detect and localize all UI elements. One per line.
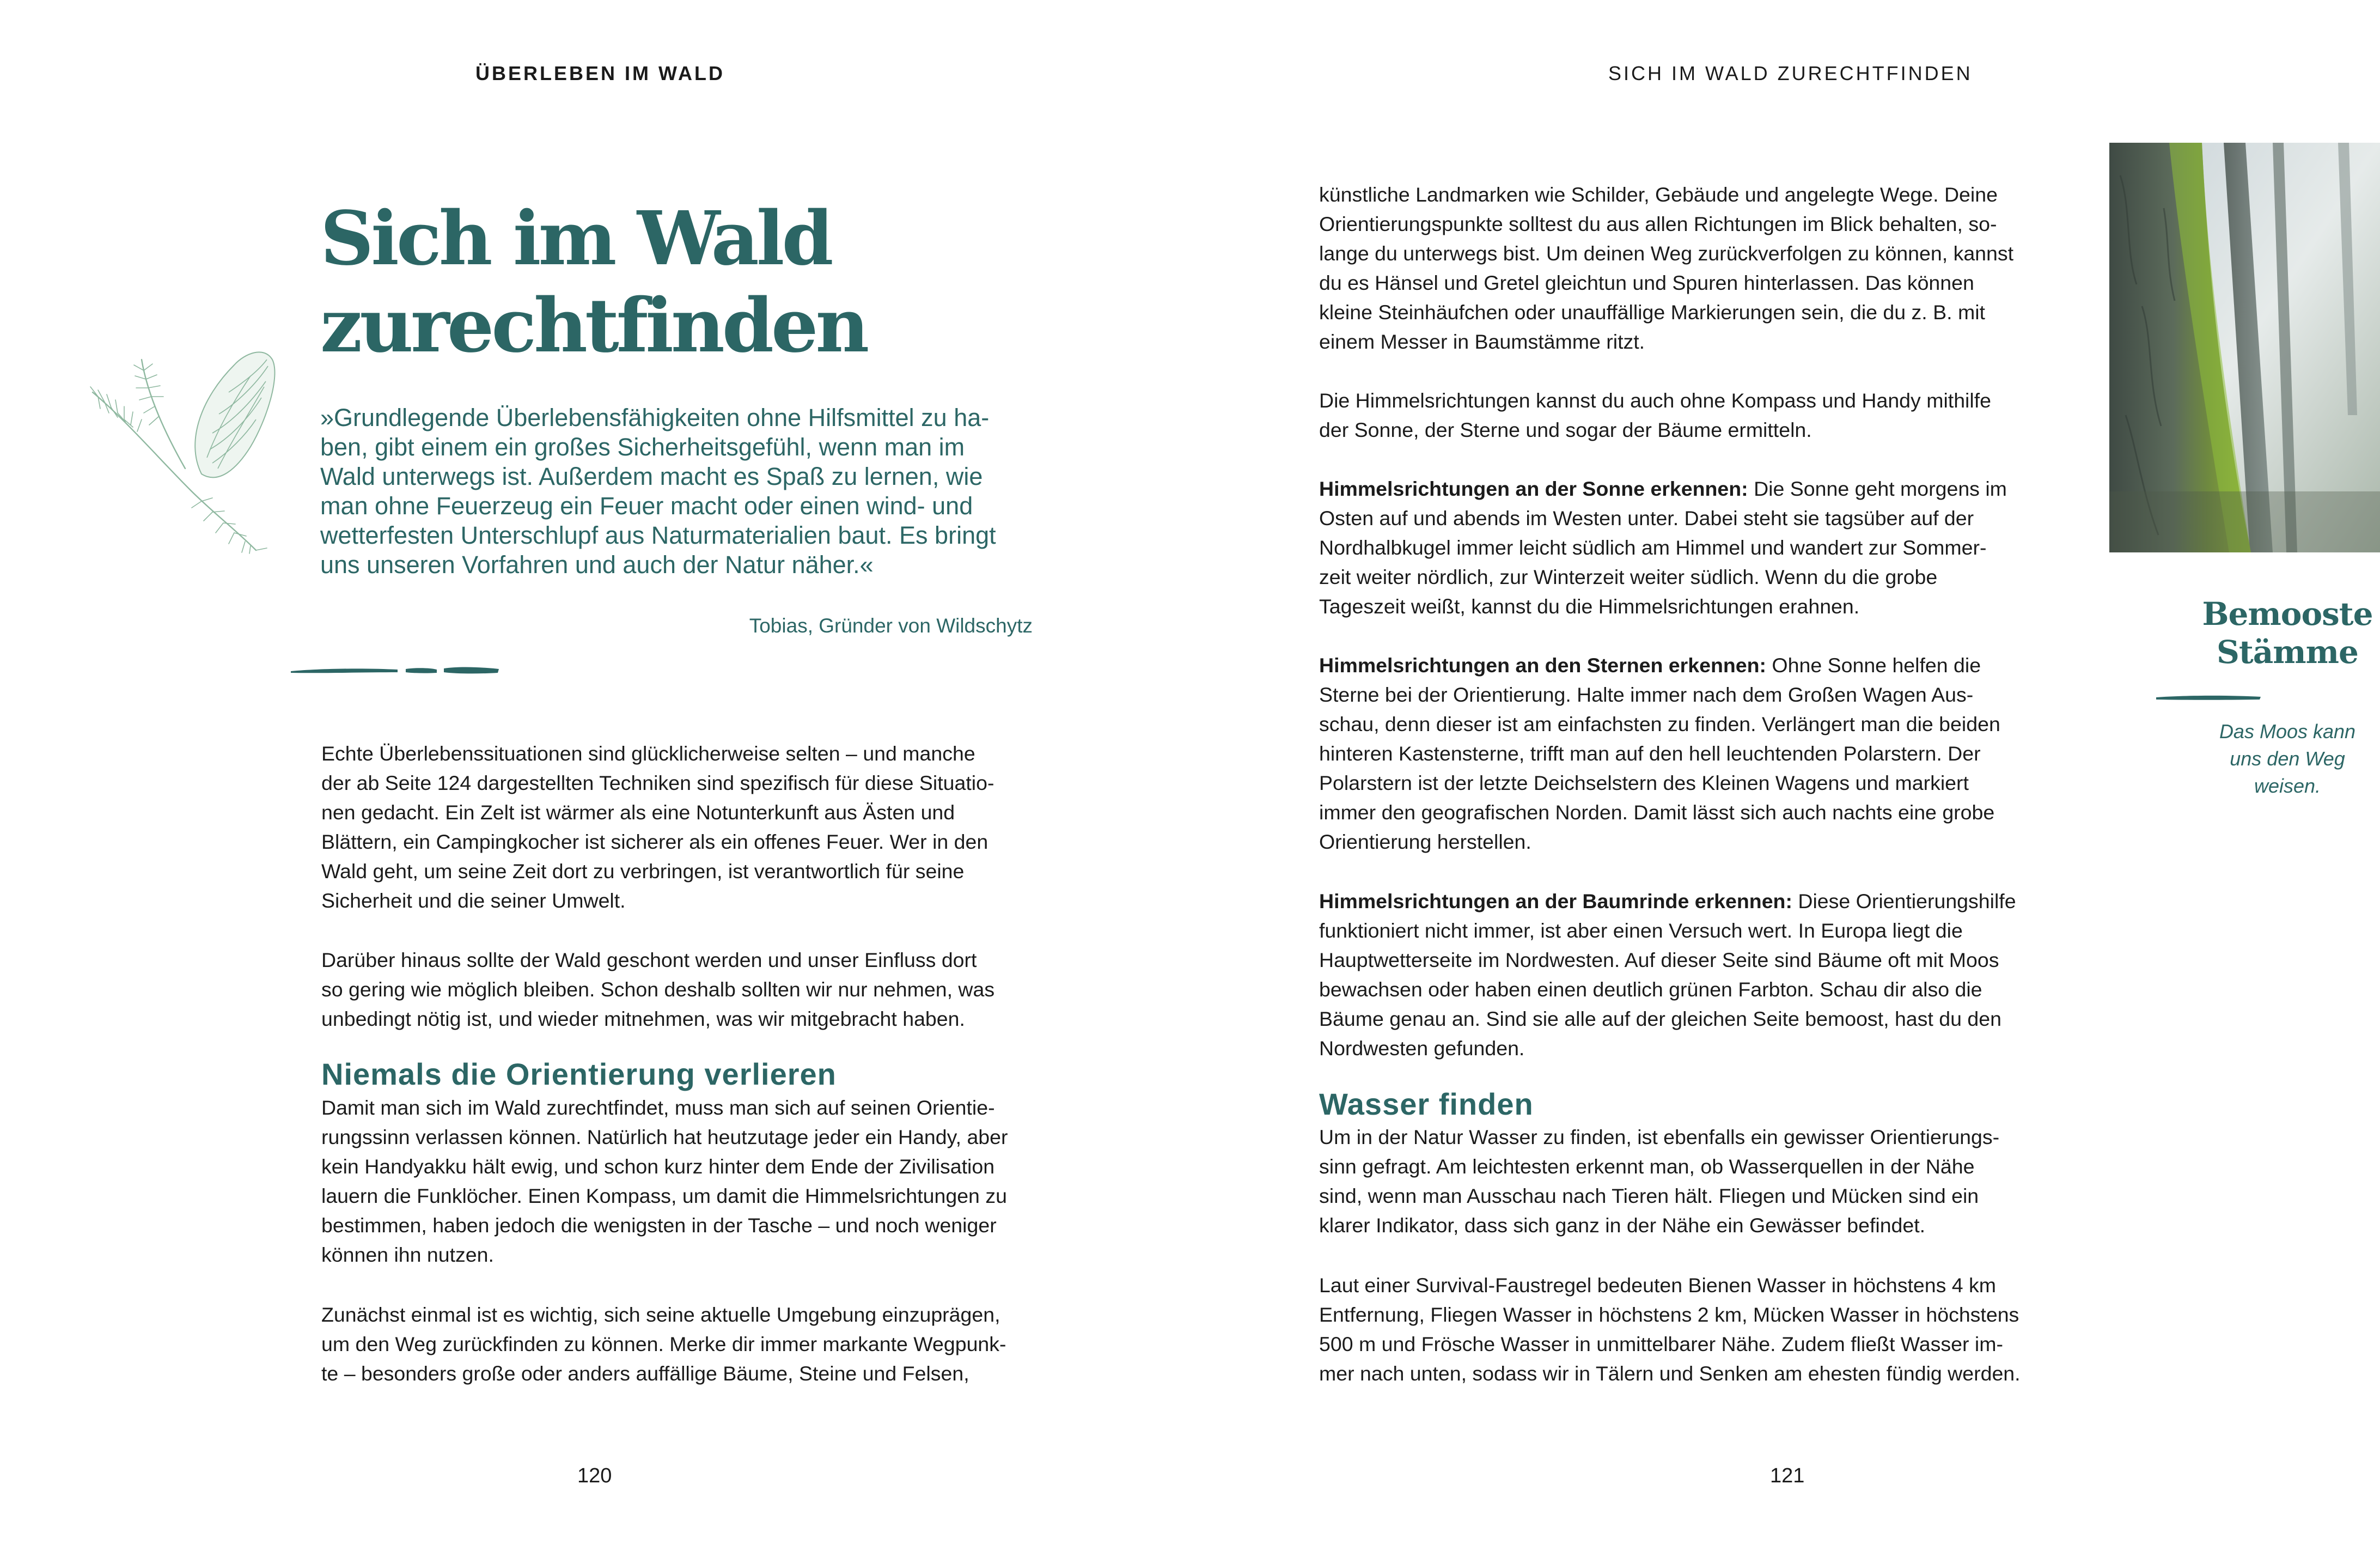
text-line: kleine Steinhäufchen oder unauffällige Markierungen sein, die du z. B. mit (1319, 301, 1985, 324)
text-line: Polarstern ist der letzte Deichselstern des Kleinen Wagens und markiert (1319, 771, 1969, 794)
body-paragraph-sun (1319, 474, 2007, 621)
text-line: Nordhalbkugel immer leicht südlich am Himmel und wandert zur Sommer- (1319, 536, 1987, 559)
quote-line: »Grundlegende Überlebensfähigkeiten ohne Hilfsmittel zu ha- (320, 404, 990, 431)
sidebar-title-line-1: Bemooste (2202, 595, 2373, 632)
text-line: Orientierung herstellen. (1319, 830, 1531, 853)
text-line: Um in der Natur Wasser zu finden, ist ebenfalls ein gewisser Orientierungs- (1319, 1126, 2000, 1148)
text-line: unbedingt nötig ist, und wieder mitnehmen, was wir mitgebracht haben. (321, 1007, 965, 1030)
intro-quote (320, 403, 1039, 580)
text-line: Tageszeit weißt, kannst du die Himmelsrichtungen erahnen. (1319, 595, 1860, 618)
text-line: te – besonders große oder anders auffällige Bäume, Steine und Felsen, (321, 1362, 969, 1385)
brush-stroke-divider (289, 662, 501, 678)
subheading-water: Wasser finden (1319, 1087, 1534, 1121)
running-head-right: SICH IM WALD ZURECHTFINDEN (1608, 62, 1973, 84)
sidebar-title (2089, 595, 2380, 671)
text-line: bestimmen, haben jedoch die wenigsten in der Tasche – und noch weniger (321, 1214, 997, 1237)
text-line: Sterne bei der Orientierung. Halte immer nach dem Großen Wagen Aus- (1319, 683, 1974, 706)
lead-sun: Himmelsrichtungen an der Sonne erkennen: (1319, 477, 1748, 500)
body-paragraph-intro (321, 739, 994, 915)
quote-line: wetterfesten Unterschlupf aus Naturmaterialien baut. Es bringt (320, 521, 996, 549)
body-paragraph-2 (321, 945, 994, 1033)
text-line: mer nach unten, sodass wir in Tälern und Senken am ehesten fündig werden. (1319, 1362, 2021, 1385)
text-line: 500 m und Frösche Wasser in unmittelbarer Nähe. Zudem fließt Wasser im- (1319, 1333, 2003, 1355)
body-paragraph-water-2 (1319, 1270, 2021, 1388)
text-line: du es Hänsel und Gretel gleichtun und Spuren hinterlassen. Das können (1319, 271, 1974, 294)
text-line: rungssinn verlassen können. Natürlich hat heutzutage jeder ein Handy, aber (321, 1126, 1008, 1148)
quote-line: Wald unterwegs ist. Außerdem macht es Spaß zu lernen, wie (320, 463, 983, 490)
quote-attribution: Tobias, Gründer von Wildschytz (749, 615, 1033, 637)
text-line: Blättern, ein Campingkocher ist sicherer als ein offenes Feuer. Wer in den (321, 830, 988, 853)
title-line-1: Sich im Wald (320, 195, 831, 282)
text-line: sinn gefragt. Am leichtesten erkennt man, ob Wasserquellen in der Nähe (1319, 1155, 1975, 1178)
text-line: Zunächst einmal ist es wichtig, sich seine aktuelle Umgebung einzuprägen, (321, 1303, 1000, 1326)
text-line: hinteren Kastensterne, trifft man auf den hell leuchtenden Polarstern. Der (1319, 742, 1981, 765)
text-line: einem Messer in Baumstämme ritzt. (1319, 330, 1645, 353)
text-line: immer den geografischen Norden. Damit lässt sich auch nachts eine grobe (1319, 801, 1995, 824)
text-line: nen gedacht. Ein Zelt ist wärmer als eine Notunterkunft aus Ästen und (321, 801, 955, 824)
sidebar-caption-line-2: uns den Weg (2230, 747, 2345, 770)
text-line: Orientierungspunkte solltest du aus allen Richtungen im Blick behalten, so- (1319, 212, 1997, 235)
subheading-orientation: Niemals die Orientierung verlieren (321, 1057, 837, 1091)
sidebar-caption-line-1: Das Moos kann (2219, 720, 2356, 743)
page-title (320, 195, 866, 369)
text-line: Wald geht, um seine Zeit dort zu verbringen, ist verantwortlich für seine (321, 860, 965, 883)
text-line: schau, denn dieser ist am einfachsten zu finden. Verlängert man die beiden (1319, 713, 2000, 735)
text-line: Hauptwetterseite im Nordwesten. Auf dieser Seite sind Bäume oft mit Moos (1319, 948, 1999, 971)
text-line: Laut einer Survival-Faustregel bedeuten Bienen Wasser in höchstens 4 km (1319, 1274, 1997, 1297)
body-paragraph-water-1 (1319, 1122, 1999, 1240)
text-line: klarer Indikator, dass sich ganz in der Nähe ein Gewässer befindet. (1319, 1214, 1926, 1237)
mossy-tree-photo (2109, 143, 2380, 552)
body-paragraph-4 (321, 1300, 1006, 1388)
sidebar-caption (2100, 718, 2380, 800)
body-paragraph-stars (1319, 650, 2000, 856)
sidebar-caption-line-3: weisen. (2254, 775, 2321, 797)
running-head-left: ÜBERLEBEN IM WALD (475, 62, 725, 84)
page-number-left: 120 (577, 1464, 612, 1487)
text-line: künstliche Landmarken wie Schilder, Gebäude und angelegte Wege. Deine (1319, 183, 1998, 206)
text-line: lange du unterwegs bist. Um deinen Weg zurückverfolgen zu können, kannst (1319, 242, 2014, 265)
text-line: lauern die Funklöcher. Einen Kompass, um damit die Himmelsrichtungen zu (321, 1184, 1007, 1207)
text-line: Darüber hinaus sollte der Wald geschont werden und unser Einfluss dort (321, 948, 977, 971)
text-line: Die Himmelsrichtungen kannst du auch ohne Kompass und Handy mithilfe (1319, 389, 1991, 412)
text-line: der ab Seite 124 dargestellten Techniken sind spezifisch für diese Situatio- (321, 771, 994, 794)
quote-line: man ohne Feuerzeug ein Feuer macht oder einen wind- und (320, 492, 973, 520)
sidebar-title-line-2: Stämme (2217, 634, 2358, 671)
body-paragraph-3 (321, 1093, 1008, 1269)
quote-line: uns unseren Vorfahren und auch der Natur näher.« (320, 551, 874, 579)
text-line: Osten auf und abends im Westen unter. Dabei steht sie tagsüber auf der (1319, 507, 1974, 530)
text-line: kein Handyakku hält ewig, und schon kurz hinter dem Ende der Zivilisation (321, 1155, 995, 1178)
right-page (1190, 0, 2380, 1557)
text-line: Diese Orientierungshilfe (1792, 890, 2016, 913)
text-line: bewachsen oder haben einen deutlich grünen Farbton. Schau dir also die (1319, 978, 1982, 1001)
text-line: so gering wie möglich bleiben. Schon deshalb sollten wir nur nehmen, was (321, 978, 995, 1001)
text-line: Bäume genau an. Sind sie alle auf der gleichen Seite bemoost, hast du den (1319, 1007, 2001, 1030)
lead-bark: Himmelsrichtungen an der Baumrinde erkennen: (1319, 890, 1792, 913)
text-line: Sicherheit und die seiner Umwelt. (321, 889, 626, 912)
spruce-cone-illustration (76, 327, 294, 556)
lead-stars: Himmelsrichtungen an den Sternen erkennen: (1319, 654, 1767, 677)
text-line: Ohne Sonne helfen die (1766, 654, 1981, 677)
text-line: funktioniert nicht immer, ist aber einen Versuch wert. In Europa liegt die (1319, 919, 1963, 942)
text-line: um den Weg zurückfinden zu können. Merke dir immer markante Wegpunk- (321, 1333, 1006, 1355)
body-paragraph-directions (1319, 386, 1991, 445)
body-paragraph-landmarks (1319, 180, 2013, 356)
text-line: sind, wenn man Ausschau nach Tieren hält. Fliegen und Mücken sind ein (1319, 1184, 1979, 1207)
text-line: der Sonne, der Sterne und sogar der Bäume ermitteln. (1319, 418, 1812, 441)
quote-line: ben, gibt einem ein großes Sicherheitsgefühl, wenn man im (320, 433, 965, 461)
title-line-2: zurechtfinden (320, 282, 867, 369)
page-number-right: 121 (1770, 1464, 1805, 1487)
text-line: Die Sonne geht morgens im (1748, 477, 2007, 500)
text-line: Nordwesten gefunden. (1319, 1037, 1525, 1060)
text-line: Damit man sich im Wald zurechtfindet, muss man sich auf seinen Orientie- (321, 1096, 995, 1119)
text-line: zeit weiter nördlich, zur Winterzeit weiter südlich. Wenn du die grobe (1319, 565, 1938, 588)
text-line: können ihn nutzen. (321, 1243, 494, 1266)
text-line: Entfernung, Fliegen Wasser in höchstens 2 km, Mücken Wasser in höchstens (1319, 1303, 2019, 1326)
sidebar-brush-stroke (2154, 691, 2263, 704)
text-line: Echte Überlebenssituationen sind glücklicherweise selten – und manche (321, 742, 975, 765)
body-paragraph-bark (1319, 886, 2016, 1063)
